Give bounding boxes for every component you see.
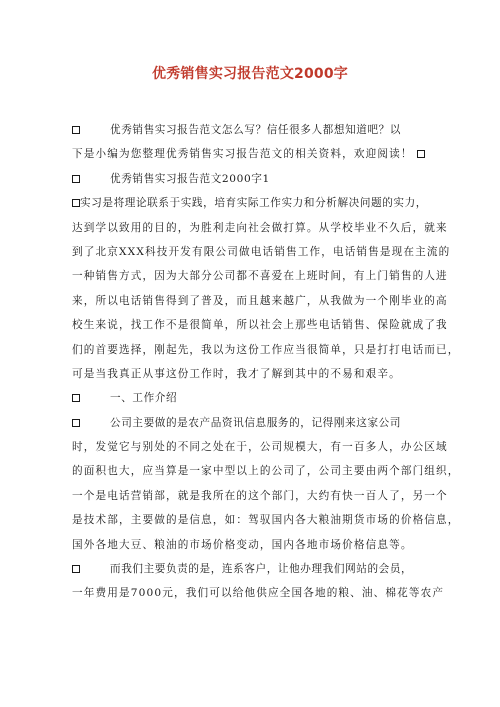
body-line-text: 们的首要选择，刚起先，我以为这份工作应当很简单，只是打打电话而已， [72, 343, 460, 356]
body-line-text: 来，所以电话销售得到了普及，而且越来越广，从我做为一个刚毕业的高 [72, 294, 448, 307]
body-line [72, 118, 436, 142]
body-line [72, 557, 436, 581]
body-line-text: 达到学以致用的目的，为胜利走向社会做打算。从学校毕业不久后，就来 [72, 221, 448, 234]
missing-glyph-box-icon [72, 565, 80, 573]
missing-glyph-box-icon [72, 394, 80, 402]
body-line [72, 338, 460, 362]
body-line-text: 一、工作介绍 [110, 392, 178, 405]
body-line-text: 可是当我真正从事这份工作时，我才了解到其中的不易和艰辛。 [72, 367, 401, 380]
body-line-text: 校生来说，找工作不是很简单，所以社会上那些电话销售、保险就成了我 [72, 319, 448, 332]
body-line [72, 581, 445, 605]
body-line [72, 313, 448, 337]
body-line-text: 下是小编为您整理优秀销售实习报告范文的相关资料，欢迎阅读！ [72, 148, 413, 161]
missing-glyph-box-icon [417, 150, 425, 158]
body-line [72, 264, 448, 288]
body-line-text: 是技术部，主要做的是信息，如：驾驭国内各大粮油期货市场的价格信息， [72, 514, 460, 527]
missing-glyph-box-icon [72, 175, 80, 183]
body-line-text: 一个是电话营销部，就是我所在的这个部门，大约有快一百人了，另一个 [72, 489, 448, 502]
body-line [72, 142, 436, 166]
body-line [72, 191, 436, 215]
body-line [72, 362, 436, 386]
body-line-text: 时，发觉它与别处的不同之处在于，公司规模大，有一百多人，办公区域 [72, 441, 448, 454]
body-line [72, 289, 448, 313]
body-line-text: 到了北京XXX科技开发有限公司做电话销售工作，电话销售是现在主流的 [72, 245, 451, 258]
body-line [72, 533, 436, 557]
body-line [72, 435, 448, 459]
body-line-text: 优秀销售实习报告范文2000字1 [110, 172, 270, 185]
body-line [72, 240, 451, 264]
missing-glyph-box-icon [72, 199, 80, 207]
document-body [72, 118, 460, 606]
missing-glyph-box-icon [72, 126, 80, 134]
body-line-text: 实习是将理论联系于实践，培育实际工作实力和分析解决问题的实力， [80, 197, 428, 210]
body-line-text: 一种销售方式，因为大部分公司都不喜爱在上班时间，有上门销售的人进 [72, 270, 448, 283]
body-line-text: 的面积也大，应当算是一家中型以上的公司了，公司主要由两个部门组织， [72, 465, 460, 478]
body-line [72, 167, 436, 191]
document-title: 优秀销售实习报告范文2000字 [152, 66, 348, 82]
body-line-text: 公司主要做的是农产品资讯信息服务的，记得刚来这家公司 [110, 416, 402, 429]
body-line-text: 优秀销售实习报告范文怎么写？信任很多人都想知道吧？以 [110, 124, 402, 136]
body-line [72, 216, 448, 240]
body-line-text: 国外各地大豆、粮油的市场价格变动，国内各地市场价格信息等。 [72, 538, 413, 551]
body-line-text: 而我们主要负责的是，连系客户，让他办理我们网站的会员， [110, 563, 413, 576]
body-line [72, 459, 460, 483]
body-line [72, 484, 448, 508]
body-line [72, 508, 460, 532]
body-line [72, 411, 436, 435]
body-line [72, 386, 436, 410]
body-line-text: 一年费用是7000元，我们可以给他供应全国各地的粮、油、棉花等农产 [72, 587, 445, 600]
missing-glyph-box-icon [72, 419, 80, 427]
